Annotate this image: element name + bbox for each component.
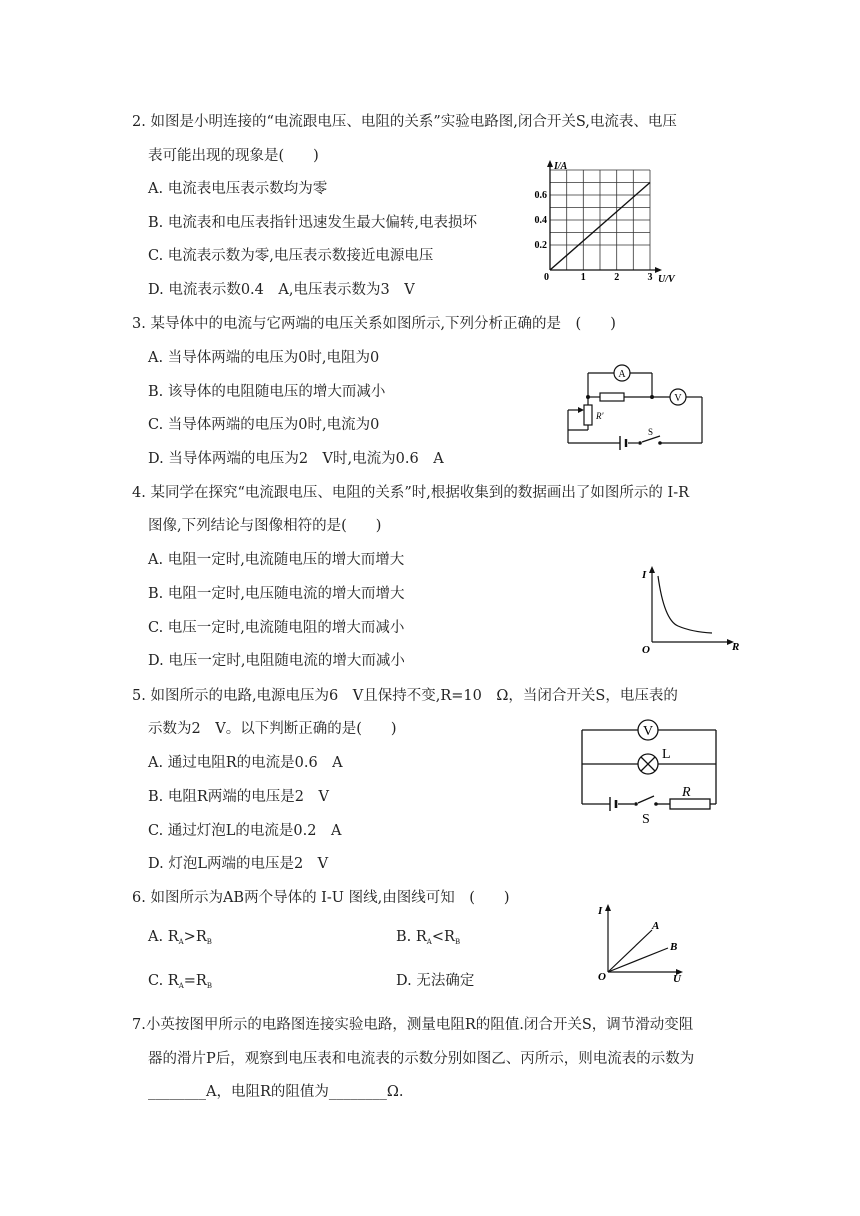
q4-stem-line2: 图像,下列结论与图像相符的是( ) (148, 518, 382, 534)
ir-graph-ylabel: I (642, 569, 647, 581)
q4-option-a: A. 电阻一定时,电流随电压的增大而增大 (148, 552, 405, 568)
q2-option-c: C. 电流表示数为零,电压表示数接近电源电压 (148, 248, 434, 264)
ir-graph-curve (658, 576, 712, 633)
q6-option-a: A. $R_A>R_B$ (148, 929, 212, 946)
q7-stem-line2: 器的滑片P后，观察到电压表和电流表的示数分别如图乙、丙所示，则电流表的示数为 (148, 1051, 695, 1067)
q6-stem-line1: 6. 如图所示为AB两个导体的 I-U 图线,由图线可知 ( ) (132, 890, 510, 906)
iu-graph-ytick: 0.2 (534, 240, 547, 251)
q5-option-b: B. 电阻R两端的电压是2 V (148, 789, 329, 805)
q2-option-a: A. 电流表电压表示数均为零 (148, 181, 328, 197)
q2-option-b: B. 电流表和电压表指针迅速发生最大偏转,电表损坏 (148, 215, 477, 231)
q3-option-a: A. 当导体两端的电压为0时,电阻为0 (148, 350, 380, 366)
q3-stem-line1: 3. 某导体中的电流与它两端的电压关系如图所示,下列分析正确的是 ( ) (132, 316, 616, 332)
q5-stem-line2: 示数为2 V。以下判断正确的是( ) (148, 721, 397, 737)
line-a-label: A (652, 920, 660, 932)
iu-graph-xtick: 2 (614, 272, 620, 283)
ab-graph-ylabel: I (598, 905, 603, 917)
q4-stem-line1: 4. 某同学在探究“电流跟电压、电阻的关系”时,根据收集到的数据画出了如图所示的 I-R (132, 485, 690, 501)
circuit-q2-figure (560, 355, 710, 450)
switch-label: S (648, 427, 654, 437)
switch-label: S (642, 812, 650, 827)
q6-option-b: B. $R_A<R_B$ (396, 929, 461, 946)
q2-option-d: D. 电流表示数0.4 A,电压表示数为3 V (148, 282, 415, 298)
q5-option-d: D. 灯泡L两端的电压是2 V (148, 856, 329, 872)
q3-option-d: D. 当导体两端的电压为2 V时,电流为0.6 A (148, 451, 444, 467)
iu-graph-xtick: 3 (647, 272, 653, 283)
ab-graph-xlabel: U (673, 973, 681, 985)
q4-option-c: C. 电压一定时,电流随电阻的增大而减小 (148, 620, 405, 636)
iu-graph-ytick: 0.4 (534, 215, 547, 226)
line-a (608, 930, 652, 972)
ammeter-label: A (618, 369, 626, 380)
q5-stem-line1: 5. 如图所示的电路,电源电压为6 V且保持不变,R=10 Ω，当闭合开关S，电压表的 (132, 688, 678, 704)
lamp-label: L (662, 747, 671, 762)
ir-graph-figure (630, 560, 745, 655)
q4-option-b: B. 电阻一定时,电压随电流的增大而增大 (148, 586, 405, 602)
circuit-q5-figure (576, 712, 721, 827)
q3-option-b: B. 该导体的电阻随电压的增大而减小 (148, 384, 386, 400)
q5-option-c: C. 通过灯泡L的电流是0.2 A (148, 823, 342, 839)
ab-graph-figure (594, 900, 689, 985)
ir-graph-xlabel: R (732, 641, 740, 653)
iu-graph-ylabel: I/A (554, 161, 568, 172)
voltmeter-label: V (674, 393, 682, 404)
resistor-label: R (682, 785, 691, 800)
ab-graph-origin: O (598, 971, 606, 983)
line-b (608, 948, 668, 972)
q7-stem-line3: ________A，电阻R的阻值为________Ω. (148, 1084, 404, 1100)
q6-option-c: C. $R_A=R_B$ (148, 973, 213, 990)
iu-graph-origin: 0 (544, 272, 549, 283)
iu-graph-xlabel: U/V (658, 274, 675, 283)
q4-option-d: D. 电压一定时,电阻随电流的增大而减小 (148, 653, 405, 669)
q3-option-c: C. 当导体两端的电压为0时,电流为0 (148, 417, 380, 433)
q7-stem-line1: 7.小英按图甲所示的电路图连接实验电路，测量电阻R的阻值.闭合开关S，调节滑动变阻 (132, 1017, 694, 1033)
q5-option-a: A. 通过电阻R的电流是0.6 A (148, 755, 343, 771)
line-b-label: B (670, 941, 678, 953)
ir-graph-origin: O (642, 644, 650, 655)
q6-option-d: D. 无法确定 (396, 973, 475, 989)
voltmeter-label: V (642, 724, 654, 739)
iu-graph-figure (530, 158, 690, 283)
q2-stem-line2: 表可能出现的现象是( ) (148, 148, 319, 164)
iu-graph-xtick: 1 (580, 272, 586, 283)
q2-stem-line1: 2. 如图是小明连接的“电流跟电压、电阻的关系”实验电路图,闭合开关S,电流表、电压 (132, 114, 677, 130)
iu-graph-ytick: 0.6 (534, 190, 547, 201)
rheostat-label: R' (596, 411, 604, 421)
